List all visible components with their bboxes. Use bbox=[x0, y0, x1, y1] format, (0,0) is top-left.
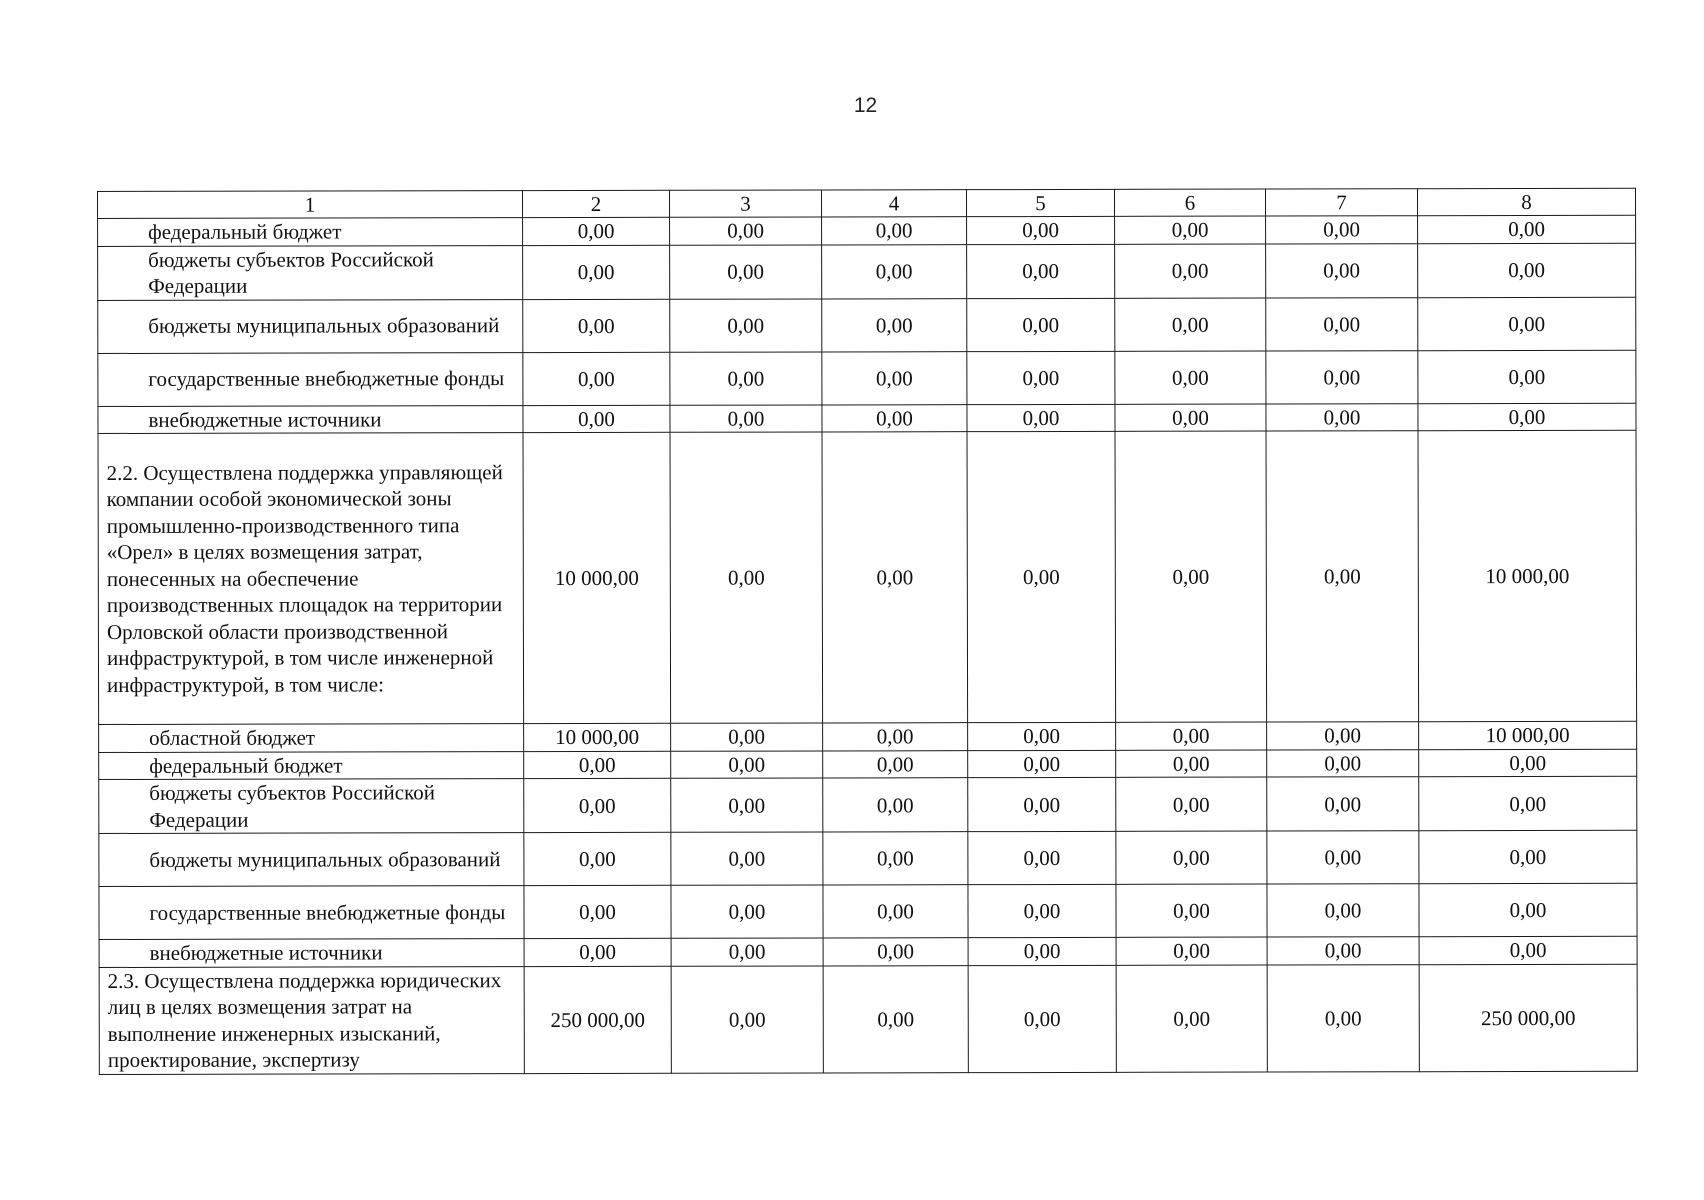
amount-cell: 0,00 bbox=[671, 778, 823, 832]
amount-cell: 0,00 bbox=[671, 965, 823, 1072]
table-row bbox=[98, 350, 1636, 406]
amount-cell: 0,00 bbox=[524, 938, 671, 966]
amount-cell: 0,00 bbox=[967, 216, 1115, 244]
amount-cell: 0,00 bbox=[968, 884, 1116, 937]
amount-cell: 0,00 bbox=[823, 965, 968, 1072]
amount-cell: 0,00 bbox=[523, 245, 670, 299]
table-row bbox=[99, 883, 1637, 939]
amount-cell: 0,00 bbox=[1116, 750, 1267, 778]
table-row bbox=[98, 215, 1636, 246]
amount-cell: 0,00 bbox=[1116, 777, 1267, 831]
amount-cell: 0,00 bbox=[968, 750, 1116, 778]
amount-cell: 0,00 bbox=[1116, 937, 1267, 965]
column-number: 6 bbox=[1114, 189, 1265, 216]
amount-cell: 0,00 bbox=[1418, 350, 1636, 403]
amount-cell: 10 000,00 bbox=[524, 723, 671, 751]
source-label-cell: бюджеты субъектов Российской Федерации bbox=[98, 245, 523, 300]
amount-cell: 0,00 bbox=[1418, 243, 1636, 297]
amount-cell: 0,00 bbox=[968, 937, 1116, 965]
budget-table-body bbox=[98, 188, 1638, 1074]
source-label-cell: федеральный бюджет bbox=[99, 751, 524, 779]
amount-cell: 0,00 bbox=[1266, 297, 1418, 350]
budget-table-sheet bbox=[97, 188, 1637, 1075]
amount-cell: 0,00 bbox=[1419, 776, 1637, 830]
source-label-cell: федеральный бюджет bbox=[98, 218, 523, 246]
amount-cell: 0,00 bbox=[967, 244, 1115, 298]
amount-cell: 0,00 bbox=[1267, 964, 1419, 1071]
amount-cell: 10 000,00 bbox=[1419, 721, 1637, 749]
source-label-cell: бюджеты муниципальных образований bbox=[99, 833, 524, 887]
amount-cell: 0,00 bbox=[1419, 936, 1637, 964]
amount-cell: 0,00 bbox=[823, 750, 968, 778]
source-label-cell: областной бюджет bbox=[99, 724, 524, 752]
table-row bbox=[99, 830, 1637, 886]
column-number: 1 bbox=[98, 191, 523, 219]
amount-cell: 0,00 bbox=[1116, 722, 1267, 750]
amount-cell: 0,00 bbox=[968, 777, 1116, 831]
section-label-cell: 2.2. Осуществлена поддержка управляющей компании особой экономической зоны промышленно-производственного типа «Орел» в целях возмещения затрат, понесенных на обеспечение производственных площадок на территории Орловской области производственной инфраструктурой, в том числе инженерной инфраструктурой, в том числе: bbox=[98, 433, 524, 725]
amount-cell: 0,00 bbox=[822, 404, 967, 432]
amount-cell: 0,00 bbox=[524, 832, 671, 885]
source-label-cell: бюджеты субъектов Российской Федерации bbox=[99, 779, 524, 834]
amount-cell: 0,00 bbox=[822, 244, 967, 298]
source-label-cell: внебюджетные источники bbox=[98, 405, 523, 433]
amount-cell: 0,00 bbox=[1266, 350, 1418, 403]
amount-cell: 0,00 bbox=[670, 404, 822, 432]
amount-cell: 0,00 bbox=[671, 938, 823, 966]
amount-cell: 0,00 bbox=[1266, 403, 1418, 431]
amount-cell: 0,00 bbox=[823, 778, 968, 832]
amount-cell: 0,00 bbox=[524, 751, 671, 779]
amount-cell: 0,00 bbox=[1419, 749, 1637, 777]
amount-cell: 0,00 bbox=[968, 965, 1116, 1072]
amount-cell: 0,00 bbox=[1266, 431, 1419, 722]
amount-cell: 0,00 bbox=[1267, 749, 1419, 777]
amount-cell: 0,00 bbox=[670, 298, 822, 351]
amount-cell: 0,00 bbox=[1418, 403, 1636, 431]
amount-cell: 0,00 bbox=[523, 299, 670, 352]
amount-cell: 0,00 bbox=[823, 832, 968, 885]
amount-cell: 0,00 bbox=[822, 351, 967, 404]
amount-cell: 250 000,00 bbox=[1419, 964, 1637, 1071]
amount-cell: 0,00 bbox=[822, 432, 968, 723]
amount-cell: 0,00 bbox=[1115, 431, 1267, 722]
source-label-cell: государственные внебюджетные фонды bbox=[98, 352, 523, 406]
amount-cell: 0,00 bbox=[1115, 216, 1266, 244]
amount-cell: 0,00 bbox=[967, 298, 1115, 351]
amount-cell: 0,00 bbox=[968, 831, 1116, 884]
amount-cell: 0,00 bbox=[524, 778, 671, 832]
amount-cell: 0,00 bbox=[670, 217, 822, 245]
amount-cell: 0,00 bbox=[671, 750, 823, 778]
column-number: 5 bbox=[966, 189, 1114, 216]
amount-cell: 0,00 bbox=[1267, 937, 1419, 965]
table-row bbox=[99, 721, 1637, 752]
source-label-cell: бюджеты муниципальных образований bbox=[98, 299, 523, 353]
amount-cell: 0,00 bbox=[1267, 831, 1419, 884]
amount-cell: 0,00 bbox=[1115, 298, 1266, 351]
amount-cell: 0,00 bbox=[1419, 830, 1637, 883]
amount-cell: 0,00 bbox=[822, 298, 967, 351]
table-row bbox=[99, 749, 1637, 780]
table-row bbox=[99, 776, 1637, 833]
amount-cell: 0,00 bbox=[524, 885, 671, 938]
amount-cell: 0,00 bbox=[1116, 884, 1267, 937]
amount-cell: 0,00 bbox=[671, 832, 823, 885]
table-row bbox=[98, 403, 1636, 434]
budget-table bbox=[97, 188, 1638, 1075]
column-number: 8 bbox=[1417, 188, 1635, 215]
column-number: 2 bbox=[523, 190, 670, 217]
amount-cell: 0,00 bbox=[823, 885, 968, 938]
amount-cell: 0,00 bbox=[967, 431, 1116, 722]
amount-cell: 0,00 bbox=[671, 723, 823, 751]
amount-cell: 0,00 bbox=[968, 722, 1116, 750]
column-number: 4 bbox=[821, 190, 966, 217]
amount-cell: 0,00 bbox=[670, 432, 823, 723]
table-row bbox=[99, 964, 1637, 1074]
amount-cell: 0,00 bbox=[967, 351, 1115, 404]
amount-cell: 0,00 bbox=[1267, 777, 1419, 831]
amount-cell: 0,00 bbox=[967, 404, 1115, 432]
amount-cell: 250 000,00 bbox=[524, 966, 671, 1073]
amount-cell: 0,00 bbox=[523, 217, 670, 245]
amount-cell: 0,00 bbox=[670, 244, 822, 298]
amount-cell: 10 000,00 bbox=[523, 432, 671, 723]
amount-cell: 0,00 bbox=[670, 351, 822, 404]
column-number-row bbox=[98, 188, 1636, 218]
amount-cell: 0,00 bbox=[1115, 351, 1266, 404]
amount-cell: 0,00 bbox=[823, 723, 968, 751]
table-row bbox=[98, 430, 1637, 724]
amount-cell: 0,00 bbox=[822, 217, 967, 245]
amount-cell: 0,00 bbox=[1116, 831, 1267, 884]
column-number: 7 bbox=[1265, 189, 1417, 216]
amount-cell: 10 000,00 bbox=[1418, 430, 1637, 721]
amount-cell: 0,00 bbox=[1266, 243, 1418, 297]
amount-cell: 0,00 bbox=[671, 885, 823, 938]
source-label-cell: государственные внебюджетные фонды bbox=[99, 886, 524, 940]
amount-cell: 0,00 bbox=[1267, 884, 1419, 937]
section-label-cell: 2.3. Осуществлена поддержка юридических лиц в целях возмещения затрат на выполнение инженерных изысканий, проектирование, экспертизу bbox=[99, 966, 524, 1074]
amount-cell: 0,00 bbox=[1418, 297, 1636, 350]
amount-cell: 0,00 bbox=[1418, 215, 1636, 243]
amount-cell: 0,00 bbox=[1267, 722, 1419, 750]
amount-cell: 0,00 bbox=[823, 938, 968, 966]
amount-cell: 0,00 bbox=[523, 352, 670, 405]
table-row bbox=[99, 936, 1637, 967]
source-label-cell: внебюджетные источники bbox=[99, 939, 524, 967]
amount-cell: 0,00 bbox=[1419, 883, 1637, 936]
amount-cell: 0,00 bbox=[523, 405, 670, 433]
table-row bbox=[98, 243, 1636, 300]
amount-cell: 0,00 bbox=[1115, 244, 1266, 298]
page-number: 12 bbox=[853, 94, 878, 117]
amount-cell: 0,00 bbox=[1116, 965, 1267, 1072]
amount-cell: 0,00 bbox=[1115, 404, 1266, 432]
table-row bbox=[98, 297, 1636, 353]
amount-cell: 0,00 bbox=[1266, 216, 1418, 244]
column-number: 3 bbox=[669, 190, 821, 217]
